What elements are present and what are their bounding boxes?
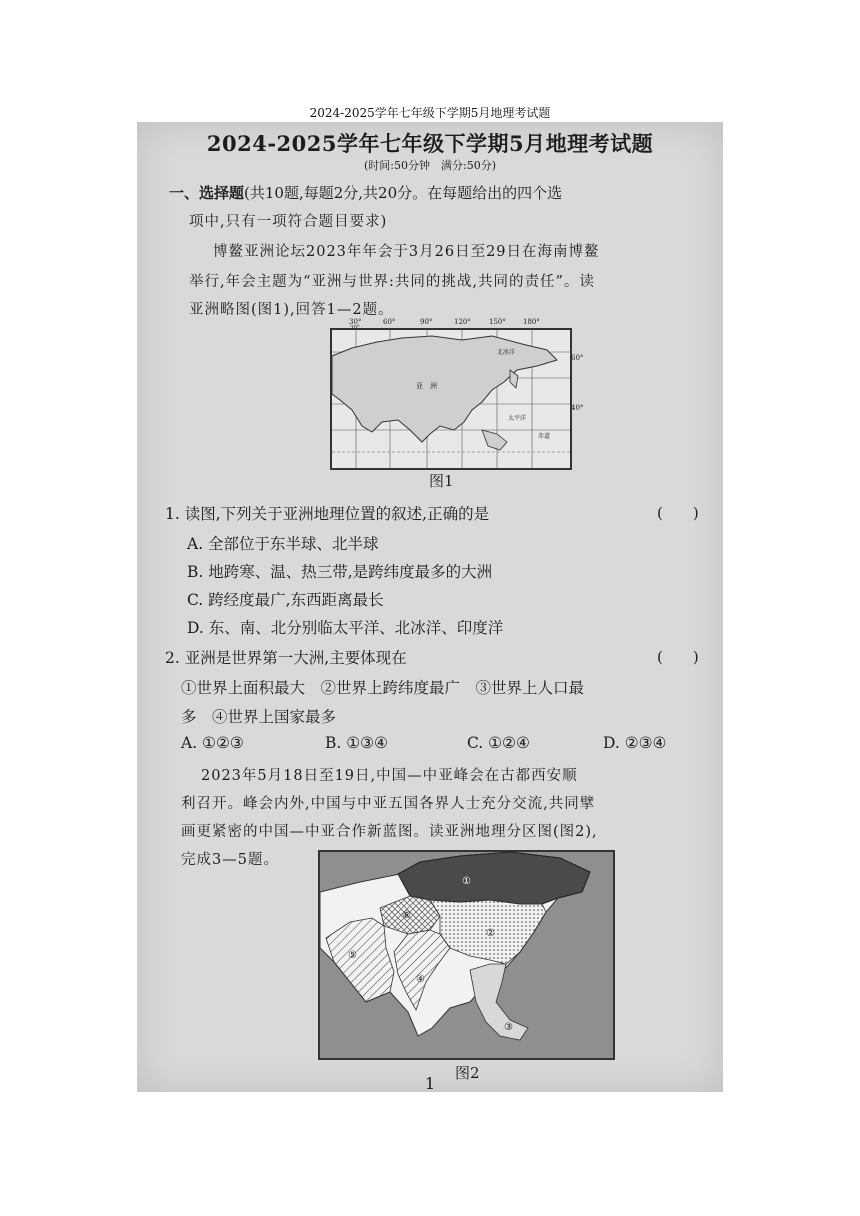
figure-1-caption: 图1 bbox=[429, 472, 454, 490]
asia-map-svg bbox=[332, 325, 570, 468]
q1-option-a: A. 全部位于东半球、北半球 bbox=[187, 535, 379, 553]
q2-statement-line-1: ①世界上面积最大 ②世界上跨纬度最广 ③世界上人口最 bbox=[181, 679, 585, 697]
q1-option-b: B. 地跨寒、温、热三带,是跨纬度最多的大洲 bbox=[187, 563, 493, 581]
asia-regions-map-svg bbox=[320, 852, 613, 1058]
section-1-desc-1: (共10题,每题2分,共20分。在每题给出的四个选 bbox=[244, 184, 563, 202]
lat-label-60: 60° bbox=[571, 354, 584, 362]
q2-statement-line-2: 多 ④世界上国家最多 bbox=[181, 708, 337, 726]
q1-option-d: D. 东、南、北分别临太平洋、北冰洋、印度洋 bbox=[187, 619, 504, 637]
lon-label-30: 30° bbox=[350, 325, 360, 331]
exam-subtitle: (时间:50分钟 满分:50分) bbox=[364, 159, 496, 172]
region-label-4: ④ bbox=[416, 974, 425, 985]
region-label-3: ③ bbox=[504, 1022, 513, 1033]
q1-stem: 1. 读图,下列关于亚洲地理位置的叙述,正确的是 bbox=[165, 505, 490, 523]
page-number: 1 bbox=[424, 1074, 436, 1093]
lon-label-150-top: 150° bbox=[489, 318, 506, 326]
intro1-line-1: 博鳌亚洲论坛2023年年会于3月26日至29日在海南博鳌 bbox=[213, 244, 600, 260]
lon-label-90-top: 90° bbox=[420, 318, 433, 326]
map1-label-equator: 赤道 bbox=[538, 433, 551, 440]
exam-title: 2024-2025学年七年级下学期5月地理考试题 bbox=[206, 131, 654, 156]
q1-answer-paren: ( ) bbox=[657, 504, 699, 522]
scanned-exam-page bbox=[137, 122, 723, 1092]
q2-option-d: D. ②③④ bbox=[603, 734, 667, 752]
q2-answer-paren: ( ) bbox=[657, 648, 699, 666]
section-1-heading-line bbox=[169, 182, 562, 203]
intro2-line-4: 完成3—5题。 bbox=[181, 852, 279, 868]
intro1-line-2: 举行,年会主题为“亚洲与世界:共同的挑战,共同的责任”。读 bbox=[189, 274, 595, 290]
intro2-line-2: 利召开。峰会内外,中国与中亚五国各界人士充分交流,共同擘 bbox=[181, 796, 596, 812]
asia-regions-map-figure-2 bbox=[318, 850, 615, 1060]
lon-label-120-top: 120° bbox=[454, 318, 471, 326]
lon-label-30-top: 30° bbox=[349, 318, 362, 326]
section-1-desc-2: 项中,只有一项符合题目要求) bbox=[189, 214, 388, 230]
q1-option-c: C. 跨经度最广,东西距离最长 bbox=[187, 591, 384, 609]
q2-option-a: A. ①②③ bbox=[181, 734, 244, 752]
intro2-line-3: 画更紧密的中国—中亚合作新蓝图。读亚洲地理分区图(图2), bbox=[181, 824, 598, 840]
intro1-line-3: 亚洲略图(图1),回答1—2题。 bbox=[189, 302, 394, 318]
map1-label-arctic: 北冰洋 bbox=[497, 349, 516, 356]
asia-map-figure-1 bbox=[330, 325, 572, 470]
region-label-1: ① bbox=[462, 876, 471, 887]
intro2-line-1: 2023年5月18日至19日,中国—中亚峰会在古都西安顺 bbox=[201, 768, 578, 784]
region-label-2: ② bbox=[486, 928, 495, 939]
region-label-6: ⑥ bbox=[402, 910, 411, 921]
lon-label-180-top: 180° bbox=[523, 318, 540, 326]
section-1-heading: 一、选择题 bbox=[169, 184, 245, 202]
document-header: 2024-2025学年七年级下学期5月地理考试题 bbox=[309, 106, 551, 120]
lat-label-40: 40° bbox=[571, 404, 584, 412]
map1-label-pacific: 太平洋 bbox=[508, 415, 527, 422]
figure-2-caption: 图2 bbox=[455, 1064, 480, 1082]
lon-label-60-top: 60° bbox=[383, 318, 396, 326]
q2-option-b: B. ①③④ bbox=[325, 734, 388, 752]
q2-stem: 2. 亚洲是世界第一大洲,主要体现在 bbox=[165, 649, 407, 667]
map1-label-asia: 亚 洲 bbox=[416, 382, 437, 390]
region-label-5: ⑤ bbox=[348, 950, 357, 961]
q2-option-c: C. ①②④ bbox=[467, 734, 530, 752]
